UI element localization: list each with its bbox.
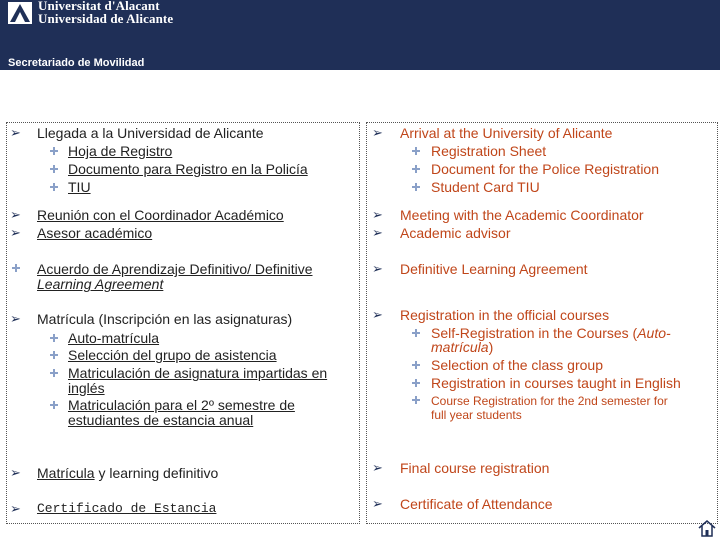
link-matric-2sem-line2[interactable]: estudiantes de estancia anual [68,412,254,428]
arrow-bullet-icon: ➢ [372,207,383,222]
item-meeting: Meeting with the Academic Coordinator [400,207,644,223]
link-reunion-coordinador[interactable]: Reunión con el Coordinador Académico [37,207,284,223]
item-self-registration-line2 [431,339,493,355]
link-acuerdo-aprendizaje[interactable] [37,261,313,277]
item-registration-sheet: Registration Sheet [431,143,547,159]
self-reg-italic: Auto- [637,325,671,341]
university-name-valencian: Universitat d'Alacant [38,0,160,13]
cross-bullet-icon [12,264,20,272]
item-matricula: Matrícula (Inscripción en las asignaturas) [37,311,293,327]
link-matricula-definitiva[interactable]: Matrícula [37,465,95,481]
item-advisor: Academic advisor [400,225,511,241]
department-title: Secretariado de Movilidad [8,57,145,69]
acuerdo-line1: Acuerdo de Aprendizaje Definitivo/ Definitive [37,261,313,277]
item-second-semester: Course Registration for the 2nd semester for [431,394,668,408]
arrow-bullet-icon: ➢ [10,311,21,326]
link-documento-policia[interactable]: Documento para Registro en la Policía [68,161,308,177]
item-second-semester-line2: full year students [431,408,522,422]
item-matricula-definitiva [37,465,218,481]
link-matric-2sem[interactable]: Matriculación para el 2º semestre de [68,397,295,413]
cross-bullet-icon [412,147,420,155]
item-arrival: Arrival at the University of Alicante [400,125,613,141]
self-reg-close: ) [488,339,494,355]
item-final-registration: Final course registration [400,460,550,476]
arrow-bullet-icon: ➢ [372,460,383,475]
cross-bullet-icon [412,329,420,337]
self-reg-italic2: matrícula [431,339,489,355]
link-certificado-estancia[interactable]: Certificado de Estancia [37,501,217,516]
link-tiu[interactable]: TIU [68,179,91,195]
cross-bullet-icon [412,361,420,369]
cross-bullet-icon [412,396,420,404]
cross-bullet-icon [50,183,58,191]
arrow-bullet-icon: ➢ [10,125,21,140]
arrow-bullet-icon: ➢ [10,207,21,222]
link-seleccion-grupo[interactable]: Selección del grupo de asistencia [68,347,277,363]
arrow-bullet-icon: ➢ [10,465,21,480]
self-reg-text: Self-Registration in the Courses ( [431,325,638,341]
item-llegada: Llegada a la Universidad de Alicante [37,125,264,141]
matricula-definitiva-rest: y learning definitivo [94,465,219,481]
cross-bullet-icon [50,351,58,359]
arrow-bullet-icon: ➢ [10,501,21,516]
link-asesor-academico[interactable]: Asesor académico [37,225,153,241]
link-matric-ingles-line2[interactable]: inglés [68,380,105,396]
cross-bullet-icon [412,165,420,173]
university-logo-icon [8,2,32,24]
item-police-doc: Document for the Police Registration [431,161,659,177]
cross-bullet-icon [50,165,58,173]
arrow-bullet-icon: ➢ [372,496,383,511]
item-english: Registration in courses taught in English [431,375,681,391]
link-hoja-registro[interactable]: Hoja de Registro [68,143,173,159]
arrow-bullet-icon: ➢ [372,261,383,276]
item-definitive: Definitive Learning Agreement [400,261,588,277]
cross-bullet-icon [412,379,420,387]
university-name-spanish: Universidad de Alicante [38,11,174,26]
cross-bullet-icon [50,401,58,409]
cross-bullet-icon [50,147,58,155]
link-acuerdo-aprendizaje-line2[interactable]: Learning Agreement [37,276,164,292]
link-auto-matricula[interactable]: Auto-matrícula [68,330,160,346]
header-banner [0,0,720,70]
cross-bullet-icon [50,334,58,342]
cross-bullet-icon [412,183,420,191]
item-registration-official: Registration in the official courses [400,307,610,323]
link-matric-ingles[interactable]: Matriculación de asignatura impartidas en [68,365,328,381]
home-icon[interactable] [697,518,717,538]
cross-bullet-icon [50,369,58,377]
arrow-bullet-icon: ➢ [372,307,383,322]
arrow-bullet-icon: ➢ [372,225,383,240]
arrow-bullet-icon: ➢ [10,225,21,240]
arrow-bullet-icon: ➢ [372,125,383,140]
item-class-group: Selection of the class group [431,357,603,373]
item-student-card: Student Card TIU [431,179,540,195]
item-certificate: Certificate of Attendance [400,496,553,512]
